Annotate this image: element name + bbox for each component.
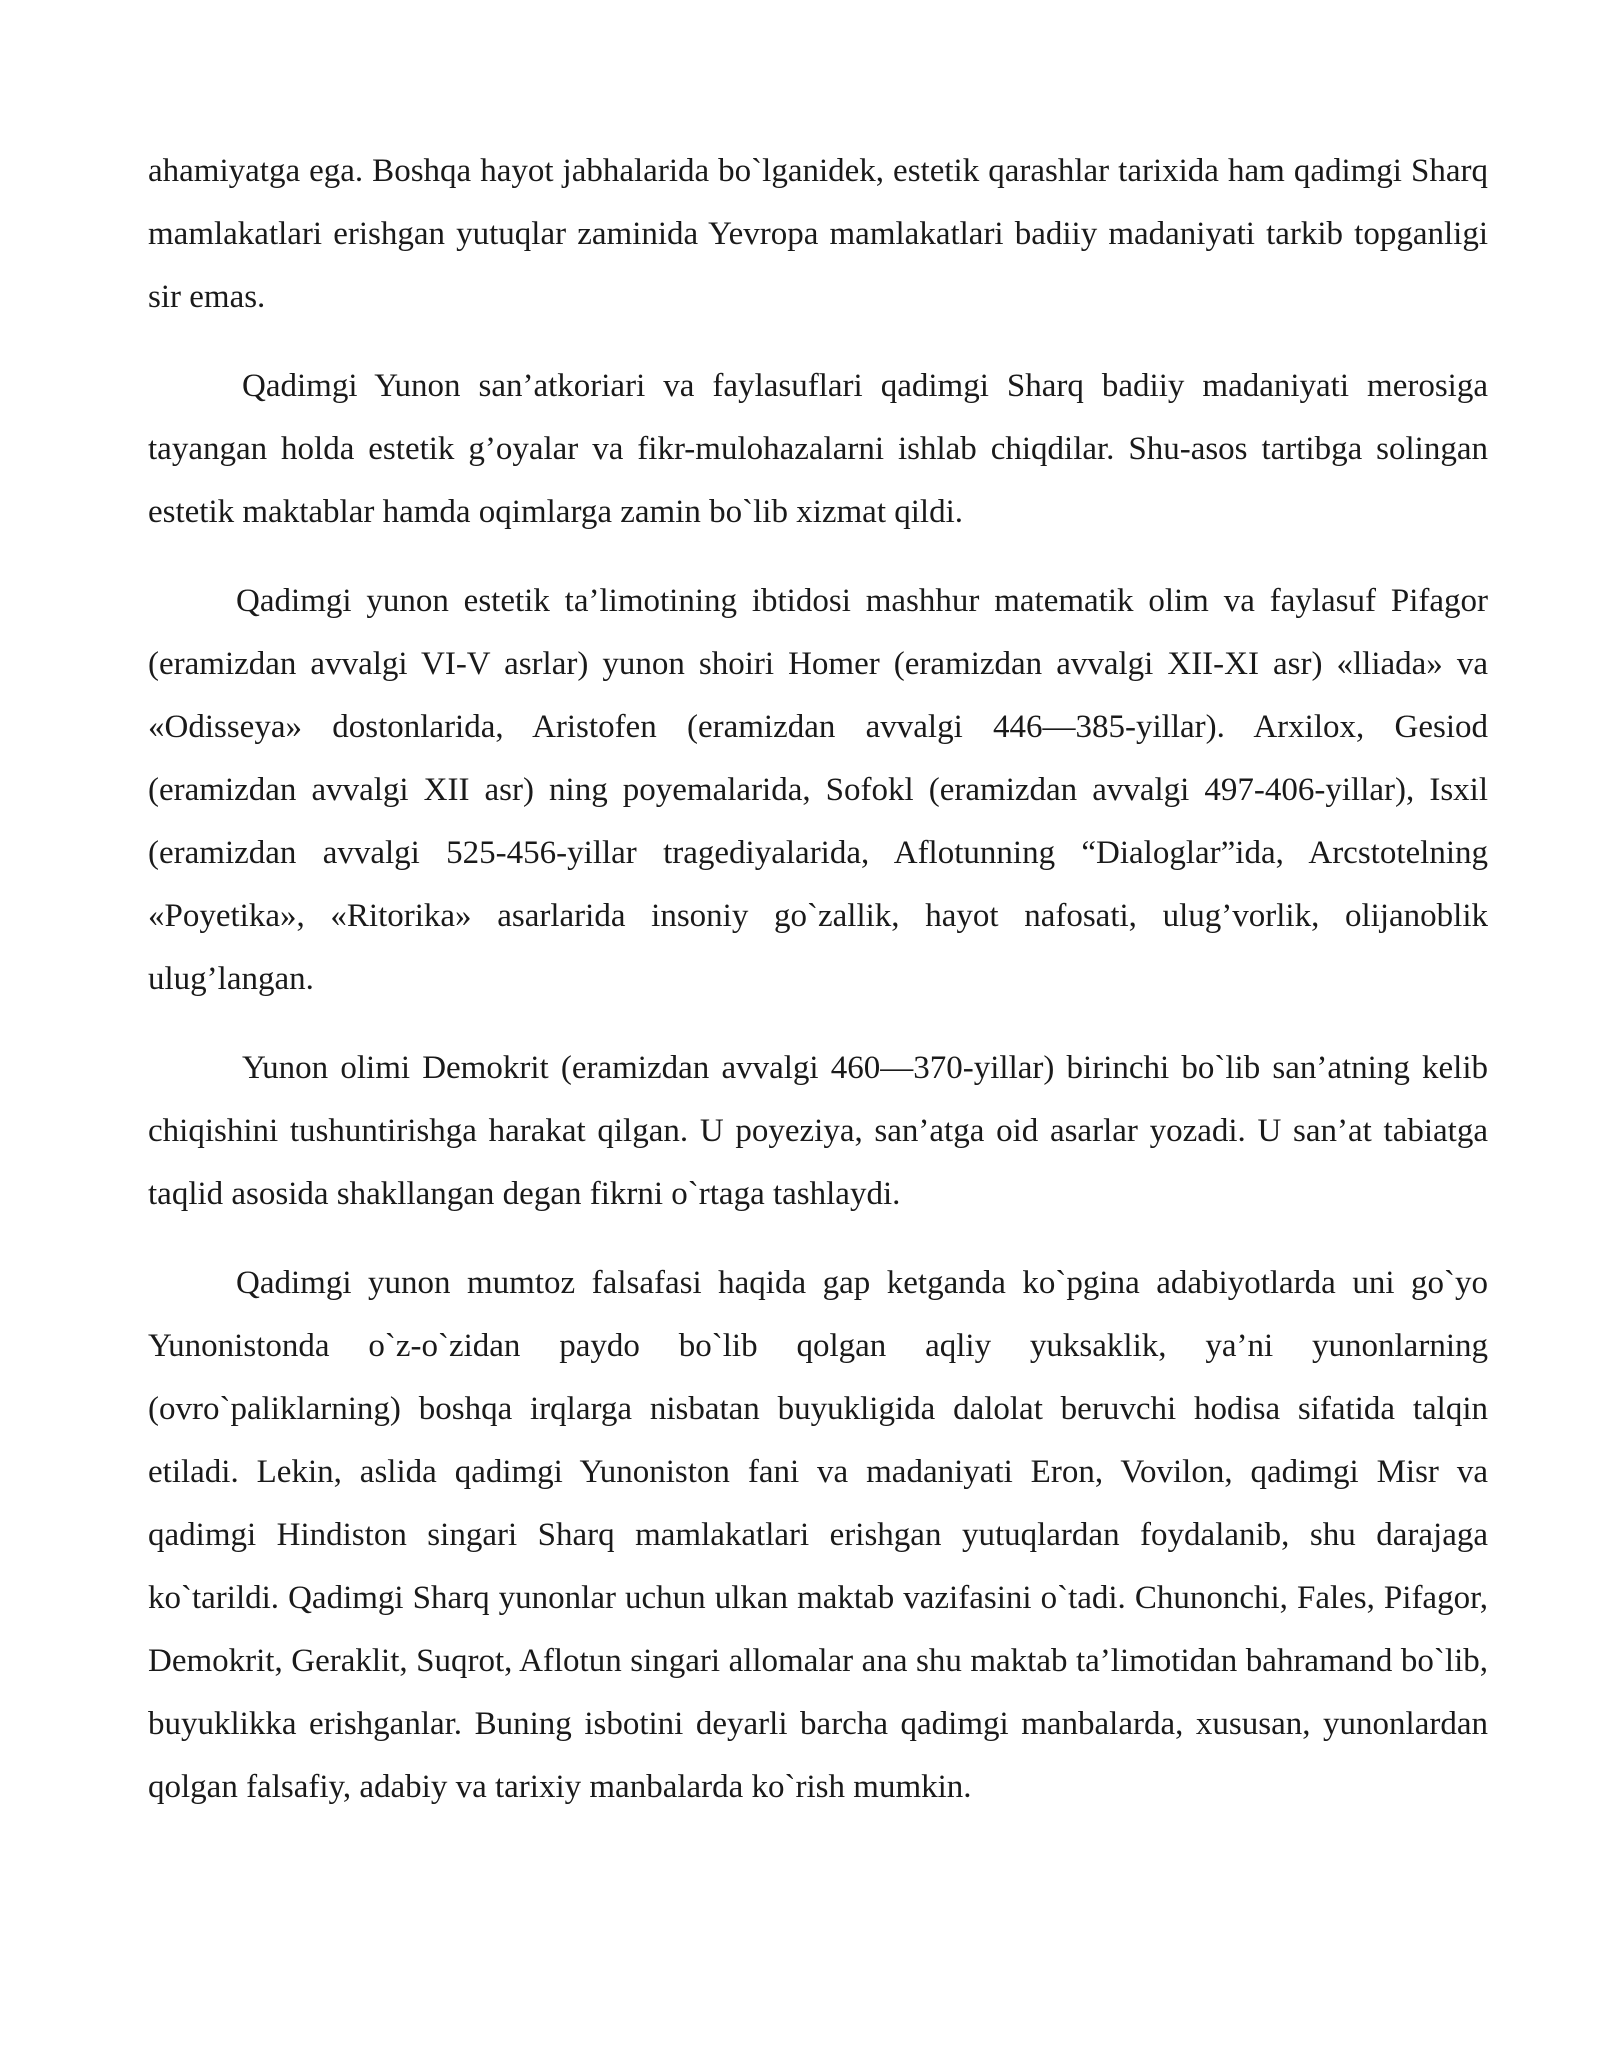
paragraph-democritus: Yunon olimi Demokrit (eramizdan avvalgi 460—370-yillar) birinchi bo`lib san’atning kelib chiqishini tushuntirishga harakat qilgan. U poyeziya, san’atga oid asarlar yozadi. U san’at tabiatga taqlid asosida shakllangan degan fikrni o`rtaga tashlaydi. [148,1050,1488,1212]
paragraph-greek-artists: Qadimgi Yunon san’atkoriari va faylasuflari qadimgi Sharq badiiy madaniyati merosiga tayangan holda estetik g’oyalar va fikr-mulohazalarni ishlab chiqdilar. Shu-asos tartibga solingan estetik maktablar hamda oqimlarga zamin bo`lib xizmat qildi. [148,368,1488,530]
paragraph-continuation: ahamiyatga ega. Boshqa hayot jabhalarida bo`lganidek, estetik qarashlar tarixida ham qadimgi Sharq mamlakatlari erishgan yutuqlar zaminida Yevropa mamlakatlari badiiy madaniyati tarkib topganligi sir emas. [148,153,1488,315]
paragraph-greek-aesthetics: Qadimgi yunon estetik ta’limotining ibtidosi mashhur matematik olim va faylasuf Pifagor (eramizdan avvalgi VI-V asrlar) yunon shoiri Homer (eramizdan avvalgi XII-XI asr) «lliada» va «Odisseya» dostonlarida, Aristofen (eramizdan avvalgi 446—385-yillar). Arxilox, Gesiod (eramizdan avvalgi XII asr) ning poyemalarida, Sofokl (eramizdan avvalgi 497-406-yillar), Isxil (eramizdan avvalgi 525-456-yillar tragediyalarida, Aflotunning “Dialoglar”ida, Arcstotelning «Poyetika», «Ritorika» asarlarida insoniy go`zallik, hayot nafosati, ulug’vorlik, olijanoblik ulug’langan. [148,583,1488,997]
document-page [148,140,1488,1845]
paragraph-classical-philosophy: Qadimgi yunon mumtoz falsafasi haqida gap ketganda ko`pgina adabiyotlarda uni go`yo Yunonistonda o`z-o`zidan paydo bo`lib qolgan aqliy yuksaklik, ya’ni yunonlarning (ovro`paliklarning) boshqa irqlarga nisbatan buyukligida dalolat beruvchi hodisa sifatida talqin etiladi. Lekin, aslida qadimgi Yunoniston fani va madaniyati Eron, Vovilon, qadimgi Misr va qadimgi Hindiston singari Sharq mamlakatlari erishgan yutuqlardan foydalanib, shu darajaga ko`tarildi. Qadimgi Sharq yunonlar uchun ulkan maktab vazifasini o`tadi. Chunonchi, Fales, Pifagor, Demokrit, Geraklit, Suqrot, Aflotun singari allomalar ana shu maktab ta’limotidan bahramand bo`lib, buyuklikka erishganlar. Buning isbotini deyarli barcha qadimgi manbalarda, xususan, yunonlardan qolgan falsafiy, adabiy va tarixiy manbalarda ko`rish mumkin. [148,1265,1488,1805]
